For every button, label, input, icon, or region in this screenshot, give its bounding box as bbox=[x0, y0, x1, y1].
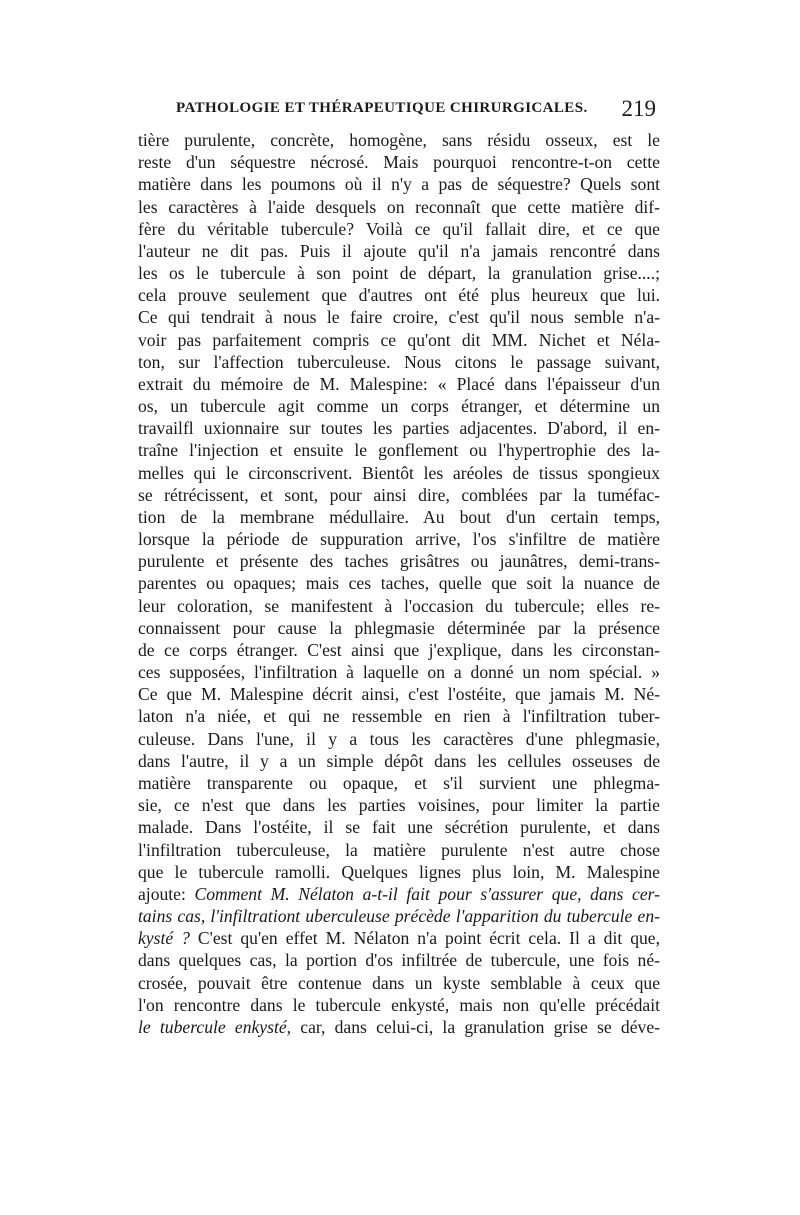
text-line: tière purulente, concrète, homogène, sans résidu osseux, est le bbox=[138, 130, 660, 150]
text-line: se rétrécissent, et sont, pour ainsi dire, comblées par la tuméfac- bbox=[138, 484, 660, 505]
text-line: les caractères à l'aide desquels on reconnaît que cette matière dif- bbox=[138, 196, 660, 217]
text-line: sie, ce n'est que dans les parties voisines, pour limiter la partie bbox=[138, 795, 660, 816]
text-line: reste d'un séquestre nécrosé. Mais pourquoi rencontre-t-on cette bbox=[138, 152, 660, 173]
running-head bbox=[176, 96, 656, 124]
text-line-with-italic bbox=[138, 1016, 660, 1038]
text-line: purulente et présente des taches grisâtres ou jaunâtres, demi-trans- bbox=[138, 551, 660, 572]
text-run: ajoute: bbox=[138, 883, 195, 904]
text-run: car, dans celui-ci, la granulation grise se déve- bbox=[291, 1016, 660, 1037]
text-line: voir pas parfaitement compris ce qu'ont dit MM. Nichet et Néla- bbox=[138, 329, 660, 350]
text-line: tion de la membrane médullaire. Au bout d'un certain temps, bbox=[138, 506, 660, 527]
text-run: C'est qu'en effet M. Nélaton n'a point écrit cela. Il a dit que, bbox=[189, 928, 661, 949]
text-line: malade. Dans l'ostéite, il se fait une sécrétion purulente, et dans bbox=[138, 817, 660, 838]
text-line: fère du véritable tubercule? Voilà ce qu'il fallait dire, et ce que bbox=[138, 218, 660, 239]
text-line: laton n'a niée, et qui ne ressemble en rien à l'infiltration tuber- bbox=[138, 706, 660, 727]
text-line: parentes ou opaques; mais ces taches, quelle que soit la nuance de bbox=[138, 573, 660, 594]
text-line: l'on rencontre dans le tubercule enkysté, mais non qu'elle précédait bbox=[138, 994, 660, 1015]
body-text bbox=[138, 129, 660, 1038]
text-line: Ce que M. Malespine décrit ainsi, c'est l'ostéite, que jamais M. Né- bbox=[138, 684, 660, 705]
text-line: ton, sur l'affection tuberculeuse. Nous citons le passage suivant, bbox=[138, 351, 660, 372]
text-line: Ce qui tendrait à nous le faire croire, c'est qu'il nous semble n'a- bbox=[138, 307, 660, 328]
text-line: extrait du mémoire de M. Malespine: « Placé dans l'épaisseur d'un bbox=[138, 373, 660, 394]
text-line: lorsque la période de suppuration arrive, l'os s'infiltre de matière bbox=[138, 529, 660, 550]
text-line: travailfl uxionnaire sur toutes les parties adjacentes. D'abord, il en- bbox=[138, 418, 660, 439]
text-line-with-italic bbox=[138, 927, 660, 949]
text-line: melles qui le circonscrivent. Bientôt les aréoles de tissus spongieux bbox=[138, 462, 660, 483]
italic-quote: tains cas, l'infiltrationt uberculeuse précède l'apparition du tubercule en- bbox=[138, 906, 660, 927]
text-line: culeuse. Dans l'une, il y a tous les caractères d'une phlegmasie, bbox=[138, 728, 660, 749]
text-line: l'auteur ne dit pas. Puis il ajoute qu'il n'a jamais rencontré dans bbox=[138, 240, 660, 261]
text-line: de ce corps étranger. C'est ainsi que j'explique, dans les circonstan- bbox=[138, 639, 660, 660]
italic-quote: kysté ? bbox=[138, 928, 190, 949]
text-line: matière dans les poumons où il n'y a pas de séquestre? Quels sont bbox=[138, 174, 660, 195]
text-line: les os le tubercule à son point de départ, la granulation grise....; bbox=[138, 263, 660, 284]
text-line: crosée, pouvait être contenue dans un kyste semblable à ceux que bbox=[138, 972, 660, 993]
text-line: ces supposées, l'infiltration à laquelle on a donné un nom spécial. » bbox=[138, 662, 660, 683]
text-line: cela prouve seulement que d'autres ont été plus heureux que lui. bbox=[138, 285, 660, 306]
text-line: l'infiltration tuberculeuse, la matière purulente n'est autre chose bbox=[138, 839, 660, 860]
italic-line bbox=[138, 905, 660, 927]
text-line: dans quelques cas, la portion d'os infiltrée de tubercule, une fois né- bbox=[138, 950, 660, 971]
text-line: leur coloration, se manifestent à l'occasion du tubercule; elles re- bbox=[138, 595, 660, 616]
page-number: 219 bbox=[621, 96, 656, 121]
text-line: dans l'autre, il y a un simple dépôt dans les cellules osseuses de bbox=[138, 750, 660, 771]
text-line: os, un tubercule agit comme un corps étranger, et détermine un bbox=[138, 396, 660, 417]
italic-quote: Comment M. Nélaton a-t-il fait pour s'assurer que, dans cer- bbox=[194, 883, 661, 904]
text-line-with-italic bbox=[138, 883, 660, 905]
text-line: connaissent pour cause la phlegmasie déterminée par la présence bbox=[138, 617, 660, 638]
text-line: matière transparente ou opaque, et s'il survient une phlegma- bbox=[138, 772, 660, 793]
running-title: PATHOLOGIE ET THÉRAPEUTIQUE CHIRURGICALES. bbox=[176, 100, 588, 116]
text-line: que le tubercule ramolli. Quelques lignes plus loin, M. Malespine bbox=[138, 861, 660, 882]
text-line: traîne l'injection et ensuite le gonflement ou l'hypertrophie des la- bbox=[138, 440, 660, 461]
italic-term: le tubercule enkysté, bbox=[138, 1016, 292, 1037]
